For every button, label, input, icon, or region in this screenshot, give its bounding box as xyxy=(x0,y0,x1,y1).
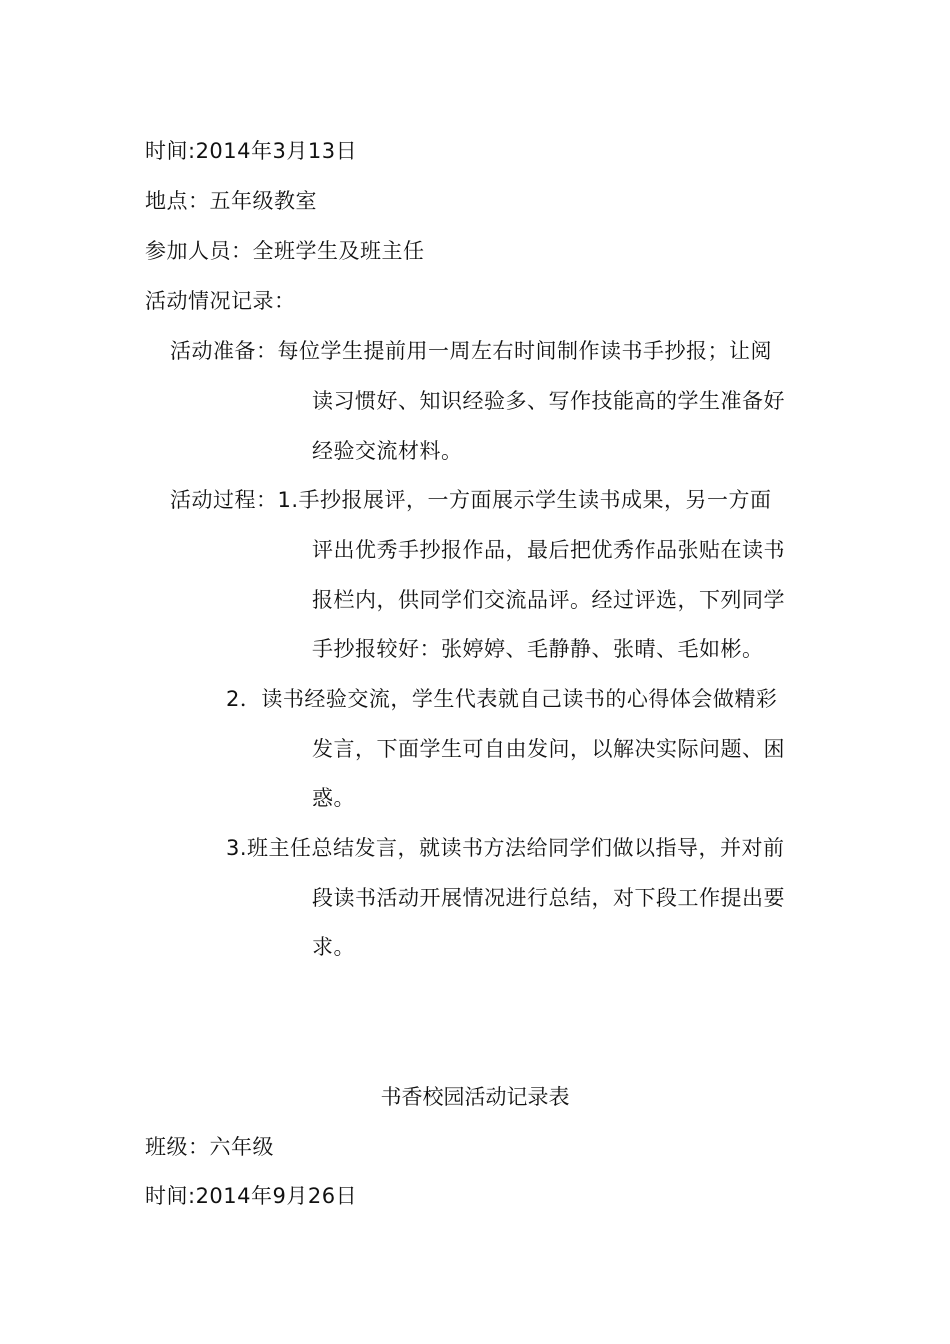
process-item1-line-3: 报栏内，供同学们交流品评。经过评选，下列同学 xyxy=(312,588,785,612)
process-item1-line-2: 评出优秀手抄报作品，最后把优秀作品张贴在读书 xyxy=(312,538,785,562)
record1-record-label: 活动情况记录： xyxy=(145,289,296,313)
record2-title: 书香校园活动记录表 xyxy=(380,1085,570,1109)
process-item3-line-3: 求。 xyxy=(312,935,355,959)
record1-place: 地点：五年级教室 xyxy=(145,189,317,213)
process-item3-line-1: 3.班主任总结发言，就读书方法给同学们做以指导，并对前 xyxy=(226,836,785,860)
prep-line-2: 读习惯好、知识经验多、写作技能高的学生准备好 xyxy=(312,389,785,413)
record2-time: 时间:2014年9月26日 xyxy=(145,1184,358,1208)
prep-line-1: 活动准备：每位学生提前用一周左右时间制作读书手抄报；让阅 xyxy=(170,339,772,363)
process-item3-line-2: 段读书活动开展情况进行总结，对下段工作提出要 xyxy=(312,886,785,910)
record2-class: 班级：六年级 xyxy=(145,1135,274,1159)
process-item2-line-2: 发言，下面学生可自由发问，以解决实际问题、困 xyxy=(312,737,785,761)
process-item1-line-1: 活动过程：1.手抄报展评，一方面展示学生读书成果，另一方面 xyxy=(170,488,772,512)
process-item2-line-1: 2．读书经验交流，学生代表就自己读书的心得体会做精彩 xyxy=(226,687,778,711)
record1-time: 时间:2014年3月13日 xyxy=(145,139,358,163)
prep-line-3: 经验交流材料。 xyxy=(312,439,463,463)
process-item2-line-3: 惑。 xyxy=(312,786,355,810)
record1-participants: 参加人员：全班学生及班主任 xyxy=(145,239,425,263)
process-item1-line-4: 手抄报较好：张婷婷、毛静静、张晴、毛如彬。 xyxy=(312,637,764,661)
